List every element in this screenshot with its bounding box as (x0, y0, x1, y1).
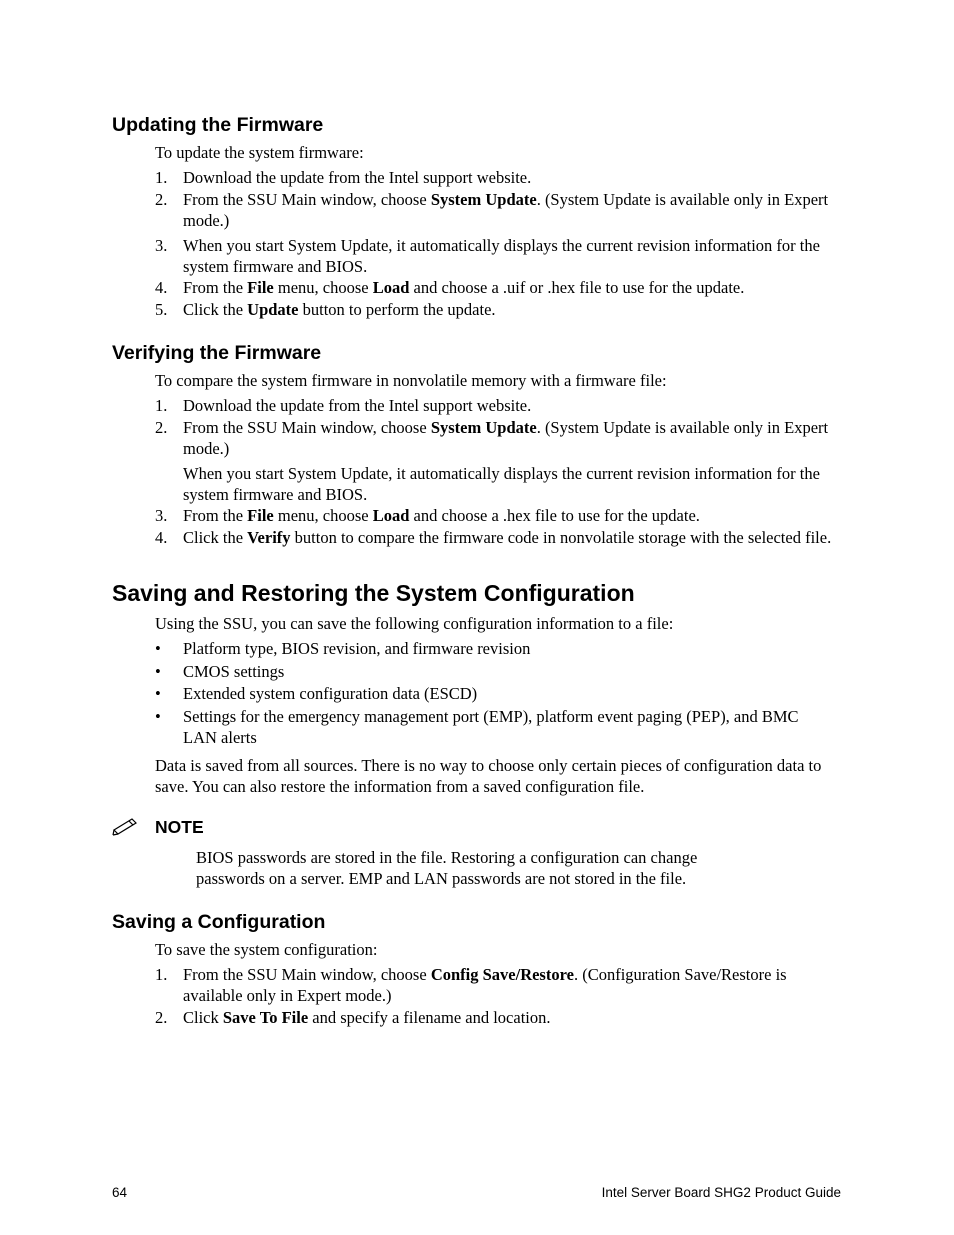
heading-saving-configuration: Saving a Configuration (112, 911, 326, 933)
bullet-glyph: • (155, 707, 161, 726)
list-number: 4. (155, 528, 168, 547)
list-text: Download the update from the Intel support website. (183, 168, 532, 187)
list-text: From the SSU Main window, choose System Update. (System Update is available only in Expert mode.) (183, 190, 829, 230)
list-number: 4. (155, 278, 168, 297)
list-text: Click the Update button to perform the update. (183, 300, 496, 319)
bullet-glyph: • (155, 684, 161, 703)
list-number: 1. (155, 396, 168, 415)
note-title: NOTE (155, 817, 204, 837)
intro-saving-restoring: Using the SSU, you can save the following configuration information to a file: (155, 614, 674, 633)
intro-saving-configuration: To save the system configuration: (155, 940, 378, 959)
intro-verifying: To compare the system firmware in nonvolatile memory with a firmware file: (155, 371, 667, 390)
list-number: 2. (155, 418, 168, 437)
bullet-text: Platform type, BIOS revision, and firmware revision (183, 639, 531, 658)
bullet-text: CMOS settings (183, 662, 285, 681)
intro-updating: To update the system firmware: (155, 143, 364, 162)
heading-verifying-firmware: Verifying the Firmware (112, 342, 322, 364)
bullet-text: Extended system configuration data (ESCD) (183, 684, 478, 703)
list-number: 3. (155, 506, 168, 525)
list-number: 5. (155, 300, 168, 319)
list-text: Click the Verify button to compare the firmware code in nonvolatile storage with the selected file. (183, 528, 832, 547)
heading-updating-firmware: Updating the Firmware (112, 114, 324, 136)
footer-page-number: 64 (112, 1185, 128, 1200)
saving-restoring-closing: Data is saved from all sources. There is no way to choose only certain pieces of configuration data to save. You can also restore the information from a saved configuration file. (155, 756, 822, 796)
list-text: From the File menu, choose Load and choose a .hex file to use for the update. (183, 506, 700, 525)
list-number: 3. (155, 236, 168, 255)
pencil-icon (112, 817, 138, 837)
list-continuation: When you start System Update, it automatically displays the current revision information for the system firmware and BIOS. (183, 464, 820, 504)
list-text: From the SSU Main window, choose Config Save/Restore. (Configuration Save/Restore is available only in Expert mode.) (183, 965, 787, 1005)
list-text: From the SSU Main window, choose System Update. (System Update is available only in Expert mode.) (183, 418, 829, 458)
note-body: BIOS passwords are stored in the file. Restoring a configuration can change passwords on a server. EMP and LAN passwords are not stored in the file. (196, 848, 698, 888)
bullet-glyph: • (155, 639, 161, 658)
list-text: Click Save To File and specify a filename and location. (183, 1008, 551, 1027)
footer-doc-title: Intel Server Board SHG2 Product Guide (601, 1185, 841, 1200)
list-number: 1. (155, 168, 168, 187)
list-number: 2. (155, 190, 168, 209)
list-number: 1. (155, 965, 168, 984)
bullet-text: Settings for the emergency management port (EMP), platform event paging (PEP), and BMC LAN alerts (183, 707, 799, 747)
list-text: Download the update from the Intel support website. (183, 396, 532, 415)
list-number: 2. (155, 1008, 168, 1027)
list-text: When you start System Update, it automatically displays the current revision information for the system firmware and BIOS. (183, 236, 820, 276)
heading-saving-restoring: Saving and Restoring the System Configuration (112, 580, 635, 606)
bullet-glyph: • (155, 662, 161, 681)
list-text: From the File menu, choose Load and choose a .uif or .hex file to use for the update. (183, 278, 745, 297)
